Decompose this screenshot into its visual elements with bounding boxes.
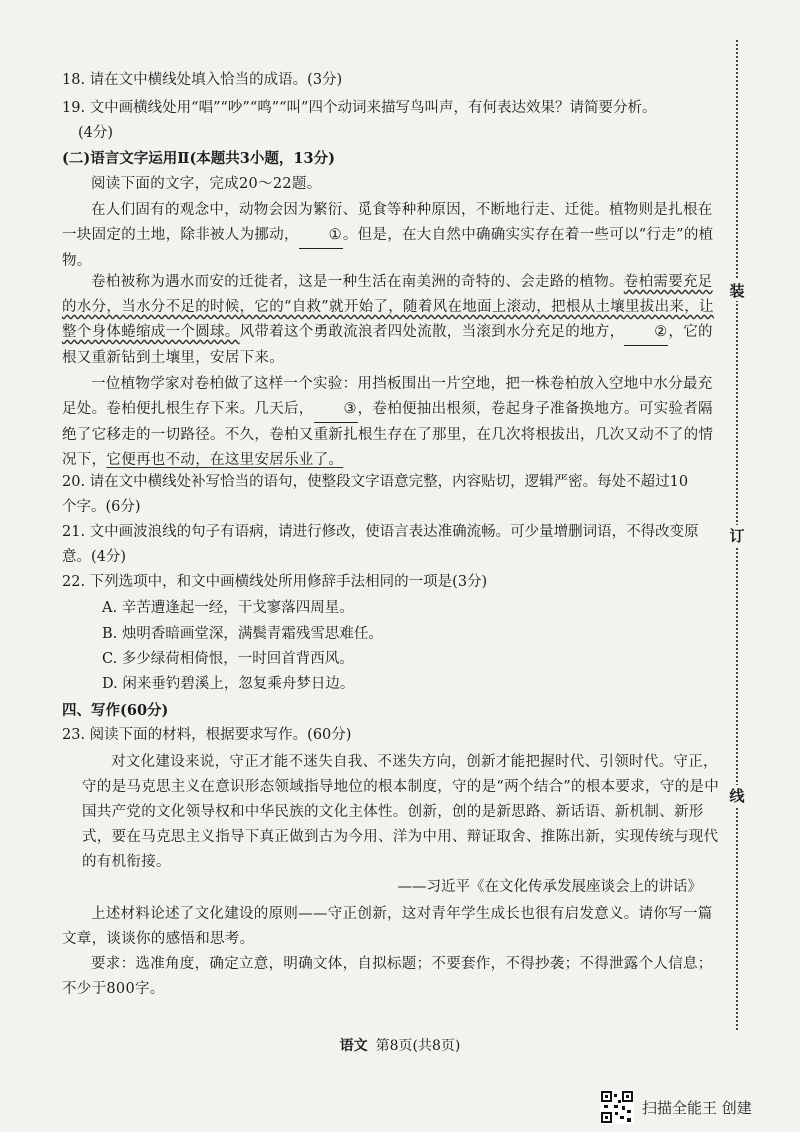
wavy-underlined-sentence: 卷柏需要充足的水分，当水分不足的时候，它的“自救”就开始了，随着风在地面上滚动，把根从土壤里拔出来，让整个身体蜷缩成一个圆球。 (62, 274, 714, 340)
brand-text: 扫描全能王 创建 (642, 1098, 752, 1117)
passage-paragraph-3 (62, 372, 722, 473)
paragraph-1-text-a: 在人们固有的观念中，动物会因为繁衍、觅食等种种原因，不断地行走、迁徙。植物则是扎根在一块固定的土地，除非被人为挪动， (62, 202, 713, 243)
binding-mark-xian: 线 (729, 787, 745, 805)
passage-paragraph-2 (62, 270, 722, 371)
section-writing: 四、写作(60分) (62, 702, 169, 719)
paragraph-3-text-b: ，卷柏便抽出根须，卷起身子准备换地方。可实验者隔绝了它移走的一切路径。不久，卷柏又重新扎根生存在了那里，在几次将根拔出，几次又动不了的情况下， (62, 401, 714, 468)
writing-requirements: 要求：选准角度，确定立意，明确文体，自拟标题；不要套作，不得抄袭；不得泄露个人信息；不少于800字。 (62, 956, 713, 997)
reading-instruction: 阅读下面的文字，完成20～22题。 (91, 176, 322, 192)
blank-3: ③ (314, 397, 358, 423)
question-20: 20. 请在文中横线处补写恰当的语句，使整段文字语意完整，内容贴切，逻辑严密。每处不超过10个字。(6分) (62, 474, 689, 515)
binding-mark-zhuang: 装 (729, 282, 745, 300)
blank-1: ① (299, 223, 343, 249)
option-a: A. 辛苦遭逢起一经，干戈寥落四周星。 (102, 600, 354, 616)
paragraph-2-text-a: 卷柏被称为遇水而安的迁徙者，这是一种生活在南美洲的奇特的、会走路的植物。 (91, 274, 624, 290)
paragraph-2-text-c: ，它的根又重新钻到土壤里，安居下来。 (62, 324, 713, 366)
option-d: D. 闲来垂钓碧溪上，忽复乘舟梦日边。 (102, 676, 355, 692)
qr-code-icon (600, 1090, 634, 1124)
section-language-use-2: (二)语言文字运用Ⅱ(本题共3小题，13分) (62, 150, 335, 167)
question-19-score: (4分) (78, 125, 114, 141)
writing-prompt: 上述材料论述了文化建设的原则——守正创新，这对青年学生成长也很有启发意义。请你写一篇文章，谈谈你的感悟和思考。 (62, 906, 713, 947)
question-19: 19. 文中画横线处用“唱”“吵”“鸣”“叫”四个动词来描写鸟叫声，有何表达效果？请简要分析。 (62, 100, 657, 116)
material-source: ——习近平《在文化传承发展座谈会上的讲话》 (397, 879, 702, 895)
blank-2: ② (624, 320, 668, 346)
writing-material: 对文化建设来说，守正才能不迷失自我、不迷失方向，创新才能把握时代、引领时代。守正，守的是马克思主义在意识形态领域指导地位的根本制度，守的是“两个结合”的根本要求，守的是中国共产党的文化领导权和中华民族的文化主体性。创新，创的是新思路、新话语、新机制、新形式，要在马克思主义指导下真正做到古为今用、洋为中用、辩证取舍、推陈出新，实现传统与现代的有机衔接。 (82, 754, 720, 870)
paragraph-1-text-b: 。但是，在大自然中确确实实存在着一些可以“行走”的植物。 (62, 227, 714, 269)
underlined-sentence: 它便再也不动，在这里安居乐业了。 (106, 452, 344, 468)
footer-subject: 语文 (339, 1038, 368, 1054)
option-c: C. 多少绿荷相倚恨，一时回首背西风。 (102, 651, 354, 667)
paragraph-2-text-b: 风带着这个勇敢流浪者四处流散，当滚到水分充足的地方， (239, 324, 625, 340)
option-b: B. 烛明香暗画堂深，满鬓青霜残雪思难任。 (102, 626, 383, 642)
passage-paragraph-1 (62, 198, 722, 274)
page-footer (0, 1035, 800, 1055)
paragraph-3-text-a: 一位植物学家对卷柏做了这样一个实验：用挡板围出一片空地，把一株卷柏放入空地中水分最充足处。卷柏便扎根生存下来。几天后， (62, 376, 713, 417)
question-23: 23. 阅读下面的材料，根据要求写作。(60分) (62, 727, 352, 743)
footer-page-number: 第8页(共8页) (375, 1038, 461, 1054)
question-22: 22. 下列选项中，和文中画横线处所用修辞手法相同的一项是(3分) (62, 574, 488, 590)
scanner-watermark (600, 1090, 752, 1124)
question-21: 21. 文中画波浪线的句子有语病，请进行修改，使语言表达准确流畅。可少量增删词语，不得改变原意。(4分) (62, 524, 699, 565)
question-18: 18. 请在文中横线处填入恰当的成语。(3分) (62, 72, 343, 88)
binding-mark-ding: 订 (729, 527, 745, 545)
